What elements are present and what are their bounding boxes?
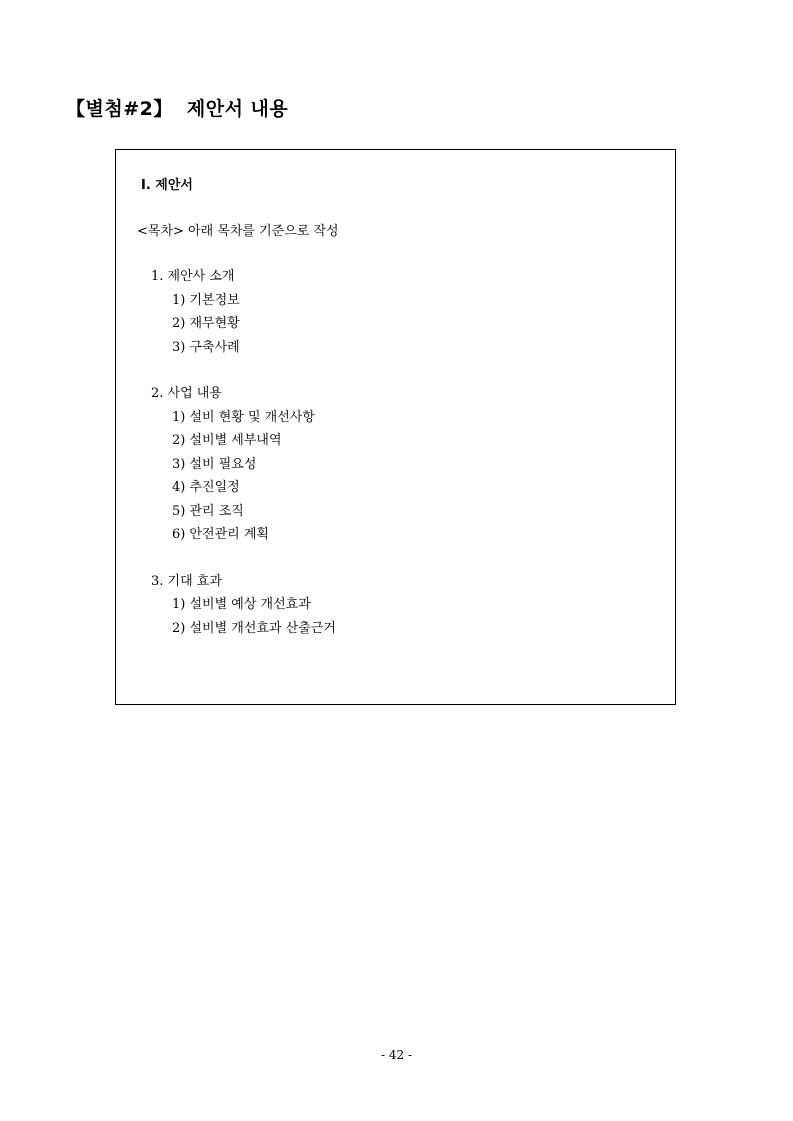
toc-item: 3) 구축사례 bbox=[172, 339, 240, 355]
toc-list bbox=[151, 265, 336, 663]
toc-item: 2) 설비별 개선효과 산출근거 bbox=[172, 620, 336, 636]
proposal-contents-box bbox=[115, 149, 676, 705]
toc-section-label: 1. 제안사 소개 bbox=[151, 269, 235, 284]
toc-item: 2) 설비별 세부내역 bbox=[172, 433, 282, 448]
toc-item: 1) 기본정보 bbox=[172, 292, 240, 308]
page-number: - 42 - bbox=[380, 1048, 412, 1062]
toc-intro: <목차> 아래 목차를 기준으로 작성 bbox=[137, 224, 339, 239]
toc-section-label: 2. 사업 내용 bbox=[151, 386, 222, 401]
toc-item: 4) 추진일정 bbox=[172, 480, 240, 495]
toc-item: 3) 설비 필요성 bbox=[172, 456, 257, 472]
page-title bbox=[66, 94, 288, 121]
toc-item: 2) 재무현황 bbox=[172, 316, 240, 331]
toc-item: 1) 설비 현황 및 개선사항 bbox=[172, 409, 315, 425]
toc-section-effects bbox=[151, 570, 336, 641]
toc-section-project bbox=[151, 382, 336, 547]
title-text: 제안서 내용 bbox=[186, 98, 289, 120]
toc-item: 1) 설비별 예상 개선효과 bbox=[172, 597, 311, 612]
toc-section-company bbox=[151, 265, 336, 359]
toc-section-label: 3. 기대 효과 bbox=[151, 573, 222, 589]
toc-item: 6) 안전관리 계획 bbox=[172, 527, 269, 542]
toc-item: 5) 관리 조직 bbox=[172, 503, 244, 519]
attachment-label: 【별첨#2】 bbox=[66, 98, 173, 120]
section-heading: Ⅰ. 제안서 bbox=[141, 178, 193, 193]
